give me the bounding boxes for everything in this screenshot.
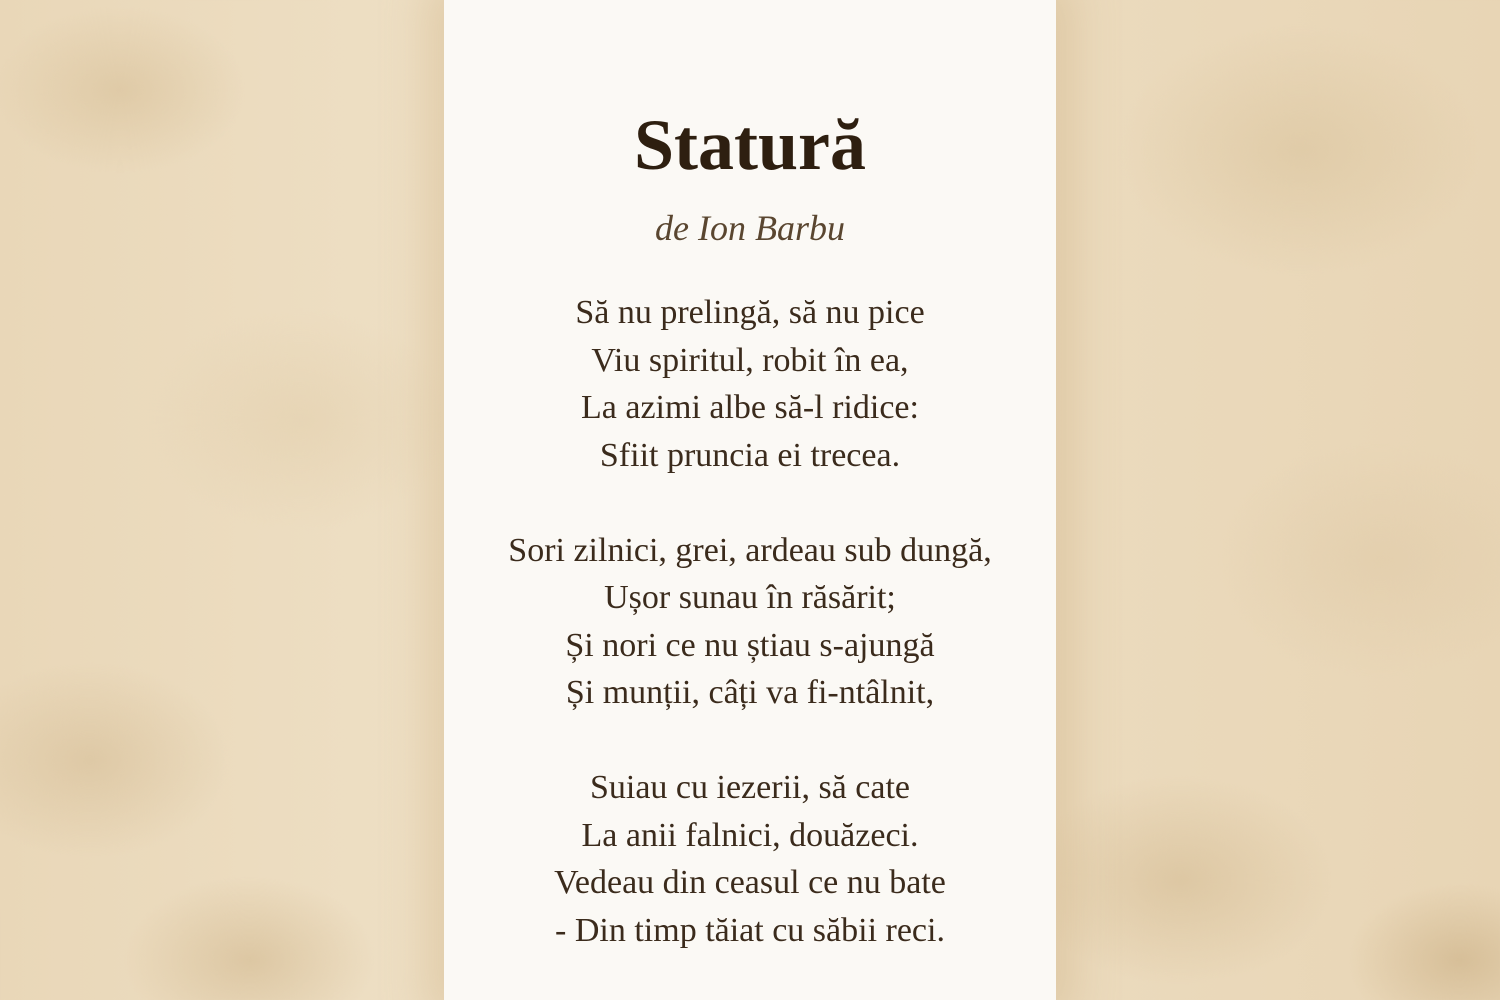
poem-line: Și munții, câți va fi-ntâlnit, <box>565 674 935 711</box>
stanza <box>444 764 1056 954</box>
poem-line: Să nu prelingă, să nu pice <box>575 294 925 331</box>
poem-line: La anii falnici, douăzeci. <box>581 816 919 854</box>
poem-author: de Ion Barbu <box>655 208 845 248</box>
poem-line: Sfiit pruncia ei trecea. <box>599 436 901 474</box>
poem-line: La azimi albe să-l ridice: <box>581 389 919 426</box>
stanza <box>444 527 1056 717</box>
poem-line: Ușor sunau în răsărit; <box>604 579 896 616</box>
poem-title: Statură <box>634 105 866 185</box>
poem-line: Viu spiritul, robit în ea, <box>591 341 909 379</box>
poem-line: Suiau cu iezerii, să cate <box>589 769 910 806</box>
stanza <box>444 289 1056 479</box>
poem-line: - Din timp tăiat cu săbii reci. <box>555 911 945 949</box>
poem-page <box>444 0 1056 1000</box>
poem-line: Vedeau din ceasul ce nu bate <box>554 864 946 901</box>
poem-line: Și nori ce nu știau s-ajungă <box>565 626 935 664</box>
poem-body <box>444 289 1056 1000</box>
poem-line: Sori zilnici, grei, ardeau sub dungă, <box>508 531 992 569</box>
